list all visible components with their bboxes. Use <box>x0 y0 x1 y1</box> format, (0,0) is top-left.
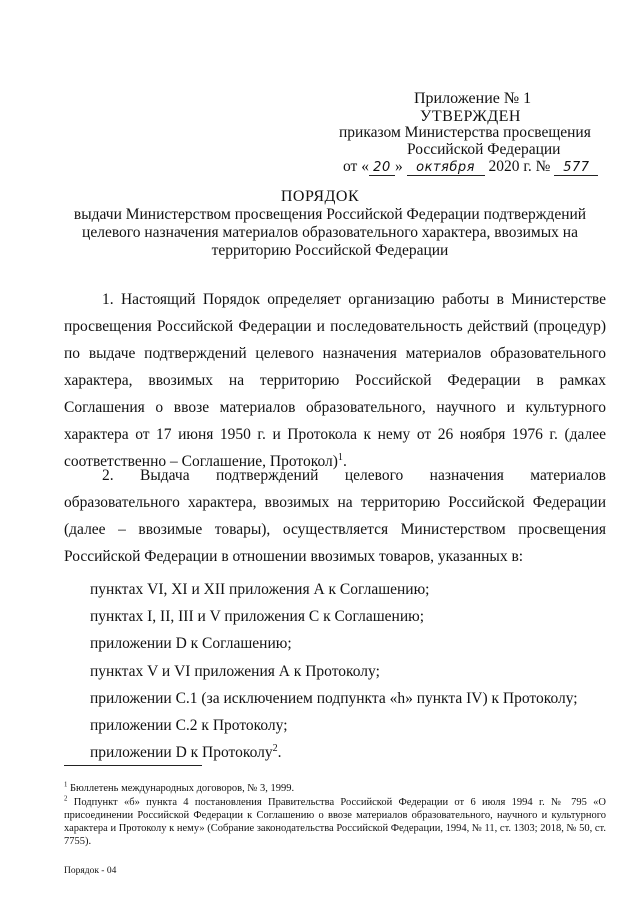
footnote-1 <box>64 782 606 795</box>
item-list <box>90 576 578 766</box>
list-item: пунктах I, II, III и V приложения С к Соглашению; <box>90 608 425 626</box>
document-title: ПОРЯДОК <box>280 188 360 205</box>
date-year: 2020 г. № <box>488 158 551 175</box>
paragraph-1-end: . <box>342 453 347 470</box>
footnote-1-text: Бюллетень международных договоров, № 3, 1999. <box>67 783 295 794</box>
footnote-separator <box>64 765 202 766</box>
handwritten-month: октября <box>407 161 485 176</box>
appendix-label: Приложение № 1 <box>414 90 532 107</box>
footnote-2 <box>64 796 606 848</box>
page-footer: Порядок - 04 <box>64 866 117 876</box>
list-item: пунктах V и VI приложения А к Протоколу; <box>90 662 380 680</box>
document-subtitle: выдачи Министерством просвещения Российской Федерации подтверждений целевого назначения материалов образовательного характера, ввозимых на территорию Российской Федерации <box>73 206 587 259</box>
list-item: приложении С.2 к Протоколу; <box>90 717 288 735</box>
paragraph-2: 2. Выдача подтверждений целевого назначения материалов образовательного характера, ввозимых на территорию Российской Федерации (далее – ввозимые товары), осуществляется Министерством просвещения Российской Федерации в отношении ввозимых товаров, указанных в: <box>64 467 606 565</box>
handwritten-order-number: 577 <box>554 161 598 176</box>
paragraph-1 <box>64 286 606 475</box>
footnote-2-mark: 2 <box>64 795 68 803</box>
footnote-2-text: Подпункт «б» пункта 4 постановления Правительства Российской Федерации от 6 июля 1994 г. № 795 «О присоединении Российской Федерации к Соглашению о ввозе материалов образовательного, научного и культурного характера и Протоколу к нему» (Собрание законодательства Российской Федерации, 1994, № 11, ст. 1303; 2018, № 50, ст. 7755). <box>64 797 606 847</box>
list-item-end: . <box>277 744 282 762</box>
approved-label: УТВЕРЖДЕН <box>420 108 521 125</box>
order-issuer-line1: приказом Министерства просвещения <box>339 124 591 141</box>
footnote-ref-1: 1 <box>337 451 343 463</box>
date-mid: » <box>394 158 403 175</box>
date-prefix: от « <box>343 158 369 175</box>
list-item: приложении С.1 (за исключением подпункта «h» пункта IV) к Протоколу; <box>90 689 578 707</box>
footnote-1-mark: 1 <box>64 781 68 789</box>
footnote-ref-2: 2 <box>272 743 278 755</box>
paragraph-1-text: 1. Настоящий Порядок определяет организацию работы в Министерстве просвещения Российской Федерации и последовательность действий (процедур) по выдаче подтверждений целевого назначения материалов образовательного характера, ввозимых на территорию Российской Федерации в рамках Соглашения о ввозе материалов образовательного, научного и культурного характера от 17 июня 1950 г. и Протокола к нему от 26 ноября 1976 г. (далее соответственно – Соглашение, Протокол) <box>64 291 606 470</box>
list-item: приложении D к Соглашению; <box>90 635 292 653</box>
order-issuer-line2: Российской Федерации <box>407 141 561 158</box>
list-item-text: приложении D к Протоколу <box>90 744 273 762</box>
list-item <box>90 739 578 766</box>
handwritten-day: 20 <box>369 161 395 176</box>
order-date-line <box>343 158 598 176</box>
list-item: пунктах VI, XI и XII приложения А к Соглашению; <box>90 581 430 598</box>
